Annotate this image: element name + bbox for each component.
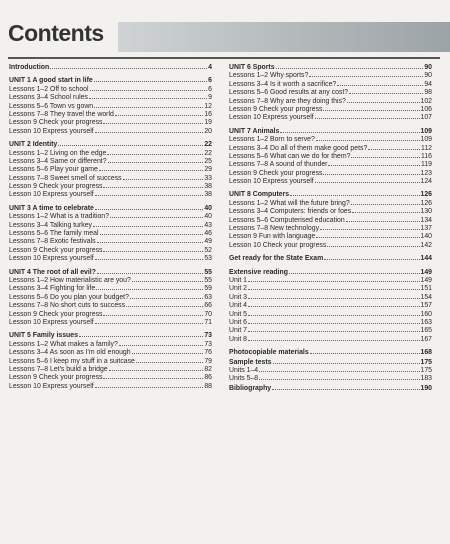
toc-entry-title: Lessons 3–4 Fighting for life xyxy=(9,285,96,293)
toc-page-number: 163 xyxy=(420,318,432,326)
dot-leader xyxy=(347,102,420,103)
toc-entry xyxy=(9,366,212,374)
toc-page-number: 149 xyxy=(420,276,432,284)
toc-entry-title: Lessons 5–6 What can we do for them? xyxy=(229,152,351,160)
toc-entry xyxy=(229,375,432,383)
dot-leader xyxy=(351,204,420,205)
toc-entry-title: Lessons 1–2 How materialistic are you? xyxy=(9,276,131,284)
toc-heading xyxy=(229,255,432,263)
toc-page-number: 144 xyxy=(420,255,432,263)
dot-leader xyxy=(323,174,419,175)
toc-entry-title: Lessons 7–8 New technology xyxy=(229,225,320,233)
toc-entry xyxy=(229,233,432,241)
dot-leader xyxy=(97,242,204,243)
dot-leader xyxy=(126,306,203,307)
dot-leader xyxy=(103,378,203,379)
toc-entry-title: Get ready for the State Exam xyxy=(229,255,324,263)
toc-entry-title: Lessons 1–2 What makes a family? xyxy=(9,340,118,348)
toc-entry xyxy=(229,242,432,250)
toc-entry xyxy=(9,191,212,199)
toc-page-number: 19 xyxy=(204,119,212,127)
toc-entry-title: Unit 5 xyxy=(229,310,248,318)
toc-page-number: 16 xyxy=(204,110,212,118)
toc-entry-title: UNIT 1 A good start in life xyxy=(9,77,93,85)
dot-leader xyxy=(115,115,204,116)
toc-entry xyxy=(9,311,212,319)
toc-entry-title: Lessons 3–4 Computers: friends or foes xyxy=(229,208,352,216)
toc-entry xyxy=(9,238,212,246)
toc-entry-title: Photocopiable materials xyxy=(229,349,309,357)
toc-page-number: 183 xyxy=(420,375,432,383)
title-rule xyxy=(8,57,440,59)
toc-entry xyxy=(9,230,212,238)
toc-page-number: 46 xyxy=(204,230,212,238)
toc-entry xyxy=(9,213,212,221)
toc-page-number: 6 xyxy=(208,85,212,93)
toc-entry xyxy=(9,111,212,119)
dot-leader xyxy=(136,362,203,363)
toc-entry xyxy=(9,255,212,263)
toc-page-number: 59 xyxy=(204,285,212,293)
toc-page-number: 43 xyxy=(204,221,212,229)
toc-entry xyxy=(9,94,212,102)
toc-entry xyxy=(9,103,212,111)
toc-entry-title: Lessons 1–2 Why sports? xyxy=(229,72,309,80)
toc-entry-title: Lessons 1–2 Living on the edge xyxy=(9,149,107,157)
toc-entry xyxy=(229,81,432,89)
toc-page-number: 123 xyxy=(420,169,432,177)
dot-leader xyxy=(107,154,203,155)
toc-entry-title: Lessons 3–4 Talking turkey xyxy=(9,221,92,229)
toc-heading xyxy=(229,349,432,357)
dot-leader xyxy=(276,68,424,69)
dot-leader xyxy=(90,90,208,91)
contents-banner xyxy=(0,22,450,56)
toc-heading xyxy=(229,128,432,136)
dot-leader xyxy=(99,170,203,171)
toc-entry-title: Bibliography xyxy=(229,384,272,392)
toc-page-number: 190 xyxy=(420,384,432,392)
toc-entry-title: UNIT 6 Sports xyxy=(229,64,275,71)
toc-entry xyxy=(229,319,432,327)
dot-leader xyxy=(351,157,420,158)
toc-page-number: 126 xyxy=(420,199,432,207)
toc-entry xyxy=(9,374,212,382)
toc-page-number: 109 xyxy=(420,136,432,144)
toc-page-number: 151 xyxy=(420,285,432,293)
dot-leader xyxy=(130,298,203,299)
toc-page-number: 82 xyxy=(204,365,212,373)
toc-entry xyxy=(229,72,432,80)
toc-entry xyxy=(9,358,212,366)
toc-heading xyxy=(9,332,212,340)
dot-leader xyxy=(248,315,419,316)
toc-entry-title: Units 5–8 xyxy=(229,375,259,383)
toc-entry xyxy=(9,183,212,191)
toc-entry xyxy=(9,175,212,183)
toc-heading xyxy=(9,269,212,277)
toc-page-number: 6 xyxy=(208,77,212,85)
dot-leader xyxy=(327,246,419,247)
toc-page-number: 22 xyxy=(204,141,212,149)
toc-page-number: 33 xyxy=(204,174,212,182)
toc-page-number: 140 xyxy=(420,233,432,241)
toc-introduction xyxy=(9,64,212,72)
toc-entry-title: Lessons 5–6 Good results at any cost? xyxy=(229,89,349,97)
toc-page-number: 167 xyxy=(420,335,432,343)
toc-entry xyxy=(229,217,432,225)
toc-page-number: 25 xyxy=(204,157,212,165)
toc-entry-title: Unit 6 xyxy=(229,318,248,326)
dot-leader xyxy=(58,145,203,146)
dot-leader xyxy=(123,179,204,180)
toc-entry-title: Lessons 1–2 What is a tradition? xyxy=(9,213,109,221)
toc-page-number: 4 xyxy=(208,64,212,71)
contents-left-column xyxy=(9,64,212,391)
toc-entry xyxy=(9,277,212,285)
toc-page-number: 55 xyxy=(204,268,212,276)
toc-page-number: 9 xyxy=(208,94,212,102)
toc-entry-title: Lessons 7–8 They travel the world xyxy=(9,110,114,118)
toc-entry xyxy=(9,128,212,136)
dot-leader xyxy=(316,140,420,141)
toc-page-number: 142 xyxy=(420,241,432,249)
toc-entry-title: Lesson 10 Express yourself xyxy=(229,114,314,122)
toc-entry-title: Unit 3 xyxy=(229,293,248,301)
dot-leader xyxy=(248,340,419,341)
toc-entry xyxy=(9,302,212,310)
toc-entry xyxy=(9,294,212,302)
toc-page-number: 40 xyxy=(204,213,212,221)
dot-leader xyxy=(315,118,420,119)
dot-leader xyxy=(309,76,423,77)
toc-entry-title: UNIT 5 Family issues xyxy=(9,332,78,340)
dot-leader xyxy=(95,323,204,324)
toc-heading xyxy=(229,359,432,367)
toc-entry-title: Lesson 10 Express yourself xyxy=(9,255,94,263)
dot-leader xyxy=(96,289,203,290)
toc-entry-title: Unit 2 xyxy=(229,285,248,293)
toc-page-number: 40 xyxy=(204,204,212,212)
toc-page-number: 175 xyxy=(420,358,432,366)
dot-leader xyxy=(310,353,420,354)
page-title: Contents xyxy=(8,20,104,46)
toc-entry xyxy=(229,327,432,335)
toc-heading xyxy=(229,191,432,199)
toc-entry-title: Lesson 10 Express yourself xyxy=(229,178,314,186)
toc-entry-title: Extensive reading xyxy=(229,268,288,276)
dot-leader xyxy=(328,165,420,166)
toc-page-number: 12 xyxy=(204,102,212,110)
dot-leader xyxy=(95,132,204,133)
dot-leader xyxy=(95,195,204,196)
toc-entry-title: Lessons 1–2 Born to serve? xyxy=(229,136,315,144)
toc-entry xyxy=(229,89,432,97)
toc-page-number: 109 xyxy=(420,127,432,135)
dot-leader xyxy=(280,132,419,133)
toc-page-number: 157 xyxy=(420,302,432,310)
dot-leader xyxy=(324,259,419,260)
toc-page-number: 175 xyxy=(420,366,432,374)
dot-leader xyxy=(248,298,419,299)
dot-leader xyxy=(103,251,203,252)
toc-page-number: 22 xyxy=(204,149,212,157)
toc-entry xyxy=(9,158,212,166)
toc-entry-title: Sample tests xyxy=(229,358,272,366)
toc-entry xyxy=(229,285,432,293)
toc-page-number: 168 xyxy=(420,349,432,357)
toc-page-number: 165 xyxy=(420,327,432,335)
toc-heading xyxy=(229,385,432,393)
dot-leader xyxy=(109,370,204,371)
toc-entry-title: Units 1–4 xyxy=(229,366,259,374)
dot-leader xyxy=(337,85,423,86)
toc-page-number: 38 xyxy=(204,183,212,191)
toc-entry xyxy=(229,208,432,216)
dot-leader xyxy=(316,237,419,238)
toc-entry xyxy=(9,119,212,127)
dot-leader xyxy=(103,123,203,124)
toc-page-number: 107 xyxy=(420,114,432,122)
toc-entry xyxy=(9,150,212,158)
toc-entry xyxy=(9,86,212,94)
dot-leader xyxy=(323,110,419,111)
toc-page-number: 29 xyxy=(204,166,212,174)
dot-leader xyxy=(119,345,204,346)
toc-heading xyxy=(9,141,212,149)
dot-leader xyxy=(248,306,419,307)
toc-entry-title: Lessons 7–8 Sweet smell of success xyxy=(9,174,122,182)
toc-page-number: 112 xyxy=(421,144,432,152)
toc-page-number: 90 xyxy=(424,64,432,71)
toc-entry-title: Lessons 3–4 Do all of them make good pets? xyxy=(229,144,368,152)
toc-entry-title: Lesson 10 Express yourself xyxy=(9,318,94,326)
toc-page-number: 73 xyxy=(204,340,212,348)
toc-entry-title: UNIT 7 Animals xyxy=(229,127,280,135)
dot-leader xyxy=(289,273,420,274)
toc-page-number: 130 xyxy=(420,208,432,216)
contents-right-column xyxy=(229,64,432,393)
toc-entry-title: Lesson 9 Fun with language xyxy=(229,233,316,241)
toc-entry xyxy=(229,145,432,153)
toc-entry-title: UNIT 8 Computers xyxy=(229,191,290,199)
toc-entry xyxy=(229,225,432,233)
dot-leader xyxy=(94,107,203,108)
toc-entry xyxy=(229,178,432,186)
dot-leader xyxy=(132,281,204,282)
toc-page-number: 76 xyxy=(204,349,212,357)
toc-page-number: 55 xyxy=(204,276,212,284)
toc-entry-title: Lessons 7–8 A sound of thunder xyxy=(229,161,328,169)
toc-entry-title: Lessons 7–8 No short cuts to success xyxy=(9,302,126,310)
dot-leader xyxy=(95,209,203,210)
dot-leader xyxy=(290,195,419,196)
toc-entry-title: UNIT 3 A time to celebrate xyxy=(9,204,94,212)
dot-leader xyxy=(248,281,419,282)
toc-page-number: 137 xyxy=(420,225,432,233)
dot-leader xyxy=(132,353,204,354)
toc-entry-title: Lessons 5–6 Do you plan your budget? xyxy=(9,293,129,301)
toc-page-number: 126 xyxy=(420,191,432,199)
toc-entry-title: Unit 1 xyxy=(229,276,248,284)
toc-page-number: 98 xyxy=(424,89,432,97)
dot-leader xyxy=(259,371,419,372)
dot-leader xyxy=(79,336,203,337)
dot-leader xyxy=(100,234,204,235)
toc-entry-title: Lesson 10 Check your progress xyxy=(229,241,327,249)
dot-leader xyxy=(50,68,207,69)
toc-entry xyxy=(229,277,432,285)
toc-page-number: 49 xyxy=(204,238,212,246)
toc-entry-title: Lessons 1–2 Off to school xyxy=(9,85,89,93)
dot-leader xyxy=(352,212,419,213)
dot-leader xyxy=(248,289,419,290)
toc-entry-title: Lesson 10 Express yourself xyxy=(9,191,94,199)
dot-leader xyxy=(94,81,207,82)
toc-entry xyxy=(229,200,432,208)
toc-entry-title: Unit 7 xyxy=(229,327,248,335)
toc-entry-title: Lessons 5–6 Play your game xyxy=(9,166,98,174)
toc-heading xyxy=(9,205,212,213)
toc-entry-title: Lessons 7–8 Exotic festivals xyxy=(9,238,96,246)
toc-page-number: 116 xyxy=(421,152,432,160)
toc-entry-title: Lessons 3–4 Is it worth a sacrifice? xyxy=(229,80,337,88)
toc-heading xyxy=(9,77,212,85)
dot-leader xyxy=(93,226,203,227)
toc-entry-title: Lesson 9 Check your progress xyxy=(229,169,323,177)
toc-entry-title: Lessons 7–8 Why are they doing this? xyxy=(229,97,346,105)
dot-leader xyxy=(368,149,420,150)
dot-leader xyxy=(315,182,420,183)
toc-entry-title: Lessons 7–8 Let's build a bridge xyxy=(9,365,108,373)
toc-page-number: 53 xyxy=(204,255,212,263)
toc-entry xyxy=(229,336,432,344)
toc-entry-title: Unit 8 xyxy=(229,335,248,343)
toc-page-number: 20 xyxy=(204,127,212,135)
dot-leader xyxy=(320,229,419,230)
toc-page-number: 79 xyxy=(204,357,212,365)
toc-page-number: 134 xyxy=(420,216,432,224)
toc-entry xyxy=(229,302,432,310)
dot-leader xyxy=(95,387,204,388)
toc-entry xyxy=(229,106,432,114)
toc-entry-title: Lessons 5–6 The family meal xyxy=(9,230,99,238)
dot-leader xyxy=(97,273,203,274)
toc-entry-title: Lesson 9 Check your progress xyxy=(9,374,103,382)
dot-leader xyxy=(248,323,419,324)
toc-entry xyxy=(229,153,432,161)
toc-entry-title: Lesson 9 Check your progress xyxy=(229,105,323,113)
toc-page-number: 52 xyxy=(204,246,212,254)
toc-entry-title: Lesson 10 Express yourself xyxy=(9,382,94,390)
toc-entry-title: Lessons 3–4 School rules xyxy=(9,94,88,102)
toc-entry-title: Unit 4 xyxy=(229,302,248,310)
dot-leader xyxy=(273,363,420,364)
dot-leader xyxy=(89,98,207,99)
toc-page-number: 70 xyxy=(204,310,212,318)
toc-entry-title: UNIT 2 Identity xyxy=(9,141,58,149)
dot-leader xyxy=(108,162,204,163)
toc-page-number: 71 xyxy=(204,318,212,326)
dot-leader xyxy=(272,389,419,390)
toc-entry xyxy=(229,136,432,144)
toc-page-number: 149 xyxy=(420,268,432,276)
toc-page-number: 160 xyxy=(420,310,432,318)
toc-entry-title: Lesson 10 Express yourself xyxy=(9,127,94,135)
banner-band xyxy=(118,22,450,52)
toc-entry xyxy=(229,367,432,375)
toc-entry-title: Lessons 1–2 What will the future bring? xyxy=(229,199,350,207)
toc-entry xyxy=(9,247,212,255)
toc-page-number: 124 xyxy=(420,178,432,186)
toc-entry-title: Lessons 3–4 As soon as I'm old enough xyxy=(9,349,131,357)
toc-page-number: 38 xyxy=(204,191,212,199)
toc-entry xyxy=(229,294,432,302)
toc-page-number: 154 xyxy=(420,293,432,301)
toc-heading xyxy=(229,269,432,277)
toc-entry-title: Lesson 9 Check your progress xyxy=(9,119,103,127)
toc-entry xyxy=(9,285,212,293)
toc-entry xyxy=(9,383,212,391)
toc-page-number: 90 xyxy=(424,72,432,80)
toc-entry-title: Lesson 9 Check your progress xyxy=(9,246,103,254)
dot-leader xyxy=(103,187,203,188)
toc-entry-title: Introduction xyxy=(9,64,50,71)
toc-page-number: 63 xyxy=(204,293,212,301)
toc-page-number: 88 xyxy=(204,382,212,390)
toc-page-number: 73 xyxy=(204,332,212,340)
toc-entry xyxy=(229,170,432,178)
toc-heading xyxy=(229,64,432,72)
dot-leader xyxy=(110,217,203,218)
toc-entry xyxy=(9,166,212,174)
dot-leader xyxy=(103,315,203,316)
toc-entry xyxy=(9,222,212,230)
toc-entry xyxy=(229,114,432,122)
toc-entry-title: UNIT 4 The root of all evil? xyxy=(9,268,96,276)
toc-entry-title: Lessons 5–6 I keep my stuff in a suitcase xyxy=(9,357,135,365)
dot-leader xyxy=(349,93,423,94)
dot-leader xyxy=(259,379,419,380)
toc-entry xyxy=(9,341,212,349)
toc-entry xyxy=(9,319,212,327)
toc-entry-title: Lessons 5–6 Town vs gown xyxy=(9,102,94,110)
toc-entry xyxy=(229,161,432,169)
toc-entry-title: Lessons 3–4 Same or different? xyxy=(9,157,107,165)
toc-entry-title: Lessons 5–6 Computerised education xyxy=(229,216,345,224)
toc-page-number: 94 xyxy=(424,80,432,88)
toc-page-number: 66 xyxy=(204,302,212,310)
dot-leader xyxy=(346,221,420,222)
toc-page-number: 106 xyxy=(420,105,432,113)
toc-page-number: 119 xyxy=(421,161,432,169)
toc-entry-title: Lesson 9 Check your progress xyxy=(9,310,103,318)
toc-entry xyxy=(229,98,432,106)
toc-entry xyxy=(9,349,212,357)
toc-entry xyxy=(229,311,432,319)
dot-leader xyxy=(248,331,419,332)
toc-page-number: 86 xyxy=(204,374,212,382)
toc-entry-title: Lesson 9 Check your progress xyxy=(9,183,103,191)
dot-leader xyxy=(95,259,204,260)
toc-page-number: 102 xyxy=(420,97,432,105)
